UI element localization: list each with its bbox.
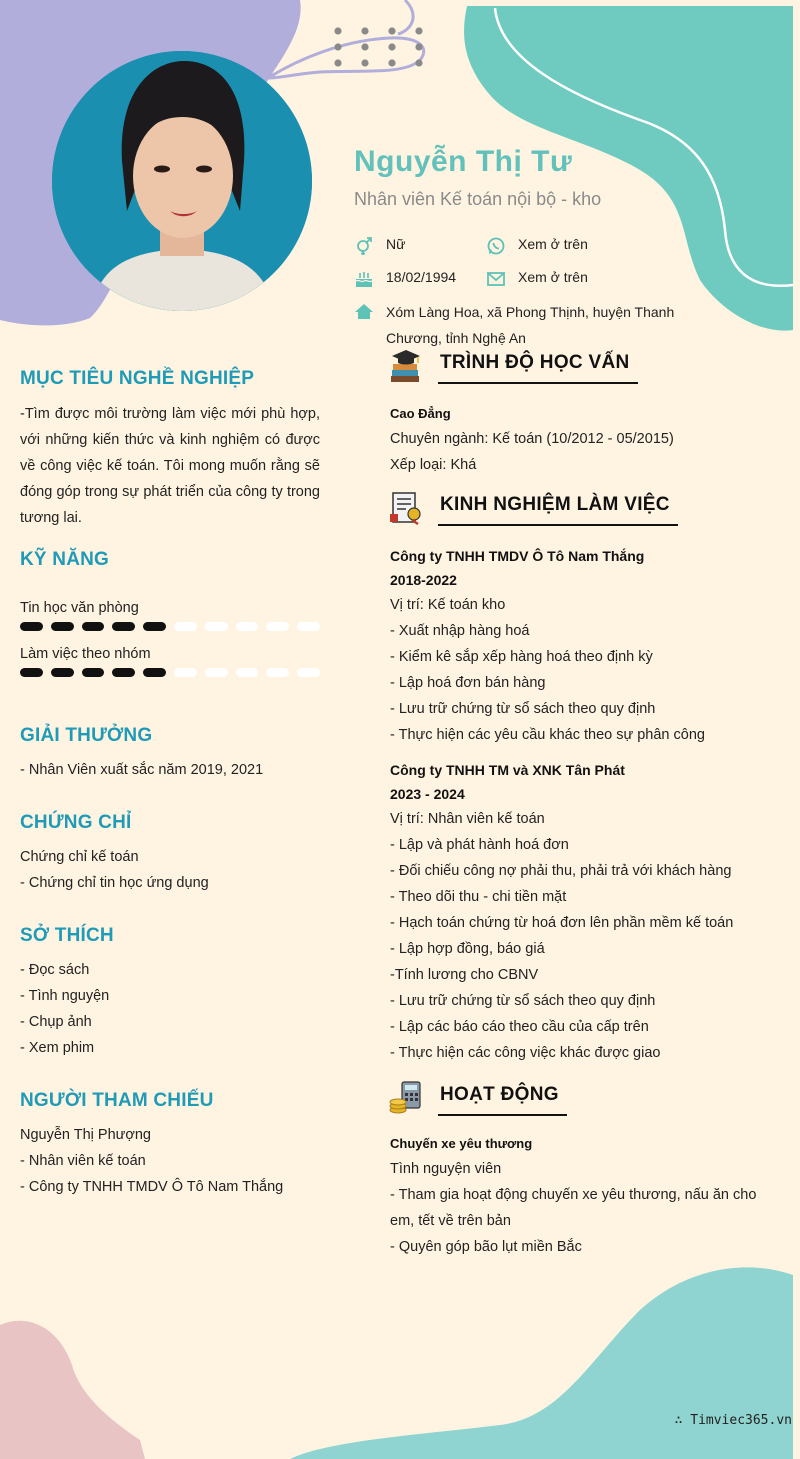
job-line: Vị trí: Nhân viên kế toán — [390, 811, 545, 827]
skill-dash-empty — [174, 668, 197, 677]
job-line: - Lập hoá đơn bán hàng — [390, 675, 546, 691]
job-line: - Kiểm kê sắp xếp hàng hoá theo định kỳ — [390, 649, 653, 665]
graduation-books-icon — [388, 348, 424, 384]
hobby-item: - Tình nguyện — [20, 988, 110, 1004]
address-line-2: Chương, tỉnh Nghệ An — [386, 330, 526, 346]
certificates-heading: CHỨNG CHỈ — [20, 812, 132, 833]
activity-name: Chuyến xe yêu thương — [390, 1136, 533, 1151]
gender-value: Nữ — [386, 236, 406, 252]
gender-icon — [354, 236, 378, 256]
hobby-item: - Đọc sách — [20, 962, 90, 978]
address-info — [354, 302, 704, 351]
references-section — [20, 1090, 320, 1200]
birthday-info — [354, 269, 456, 289]
skill-dash-empty — [205, 622, 228, 631]
activity-line: - Quyên góp bão lụt miền Bắc — [390, 1239, 582, 1255]
activities-heading-row — [388, 1080, 567, 1116]
phone-info — [486, 236, 588, 256]
birthday-cake-icon — [354, 269, 378, 289]
job-line: - Xuất nhập hàng hoá — [390, 623, 530, 639]
skill-dash-filled — [143, 622, 166, 631]
job-line: - Lưu trữ chứng từ sổ sách theo quy định — [390, 701, 656, 717]
avatar — [52, 51, 312, 311]
skill-dash-filled — [82, 622, 105, 631]
email-icon — [486, 269, 510, 289]
skill-item — [20, 646, 320, 677]
education-grade: Xếp loại: Khá — [390, 457, 477, 473]
certificates-section — [20, 812, 320, 896]
job-company: Công ty TNHH TMDV Ô Tô Nam Thắng — [390, 548, 645, 564]
job-line: - Thực hiện các công việc khác được giao — [390, 1045, 661, 1061]
hobbies-heading: SỞ THÍCH — [20, 925, 114, 946]
award-item: - Nhân Viên xuất sắc năm 2019, 2021 — [20, 762, 264, 778]
job-entry — [390, 544, 780, 748]
skill-label: Làm việc theo nhóm — [20, 646, 151, 662]
skill-dash-empty — [236, 622, 259, 631]
education-heading: TRÌNH ĐỘ HỌC VẤN — [438, 352, 638, 384]
person-name: Nguyễn Thị Tư — [354, 145, 573, 178]
references-heading: NGƯỜI THAM CHIẾU — [20, 1090, 214, 1111]
job-line: - Lập các báo cáo theo cầu của cấp trên — [390, 1019, 649, 1035]
skill-dash-filled — [51, 668, 74, 677]
reference-item: Nguyễn Thị Phượng — [20, 1127, 151, 1143]
skill-dash-empty — [174, 622, 197, 631]
header — [354, 145, 754, 210]
job-line: -Tính lương cho CBNV — [390, 967, 539, 983]
skill-rating — [20, 668, 320, 677]
hobby-item: - Chụp ảnh — [20, 1014, 92, 1030]
job-entry — [390, 758, 780, 1066]
job-period: 2018-2022 — [390, 572, 457, 588]
reference-item: - Nhân viên kế toán — [20, 1153, 146, 1169]
job-line: - Lưu trữ chứng từ sổ sách theo quy định — [390, 993, 656, 1009]
job-line: - Theo dõi thu - chi tiền mặt — [390, 889, 567, 905]
skills-heading: KỸ NĂNG — [20, 549, 110, 570]
skill-dash-empty — [205, 668, 228, 677]
calculator-coins-icon — [388, 1080, 424, 1116]
education-major: Chuyên ngành: Kế toán (10/2012 - 05/2015) — [390, 431, 674, 447]
education-section — [390, 402, 780, 478]
job-company: Công ty TNHH TM và XNK Tân Phát — [390, 762, 625, 778]
work-document-icon — [388, 490, 424, 526]
hobbies-section — [20, 925, 320, 1061]
experience-heading: KINH NGHIỆM LÀM VIỆC — [438, 494, 678, 526]
gender-info — [354, 236, 405, 256]
whatsapp-icon — [486, 236, 510, 256]
skill-label: Tin học văn phòng — [20, 600, 139, 616]
certificate-item: - Chứng chỉ tin học ứng dụng — [20, 875, 209, 891]
job-line: Vị trí: Kế toán kho — [390, 597, 506, 613]
job-line: - Đối chiếu công nợ phải thu, phải trả với khách hàng — [390, 863, 732, 879]
home-icon — [354, 302, 378, 322]
skill-item — [20, 600, 320, 631]
email-info — [486, 269, 588, 289]
education-school: Cao Đẳng — [390, 406, 451, 421]
job-line: - Hạch toán chứng từ hoá đơn lên phần mềm kế toán — [390, 915, 734, 931]
experience-heading-row — [388, 490, 678, 526]
job-line: - Thực hiện các yêu cầu khác theo sự phân công — [390, 727, 705, 743]
skill-dash-filled — [20, 668, 43, 677]
skill-dash-filled — [112, 622, 135, 631]
phone-value: Xem ở trên — [518, 236, 588, 252]
skills-section — [20, 549, 320, 571]
job-line: - Lập và phát hành hoá đơn — [390, 837, 569, 853]
activity-line: em, tết về trên bản — [390, 1213, 511, 1229]
activity-line: - Tham gia hoạt động chuyến xe yêu thương, nấu ăn cho — [390, 1187, 757, 1203]
objective-text: -Tìm được môi trường làm việc mới phù hợp, với những kiến thức và kinh nghiệm có được về công việc kế toán. Tôi mong muốn rằng sẽ đóng góp trong sự phát triển của công ty trong tương lai. — [20, 406, 320, 526]
activity-role: Tình nguyện viên — [390, 1161, 502, 1177]
brand-watermark: ∴ Timviec365.vn — [674, 1413, 792, 1428]
skill-rating — [20, 622, 320, 631]
skill-dash-empty — [266, 668, 289, 677]
reference-item: - Công ty TNHH TMDV Ô Tô Nam Thắng — [20, 1179, 284, 1195]
job-line: - Lập hợp đồng, báo giá — [390, 941, 545, 957]
education-heading-row — [388, 348, 638, 384]
career-objective-section — [20, 368, 320, 531]
skill-dash-empty — [266, 622, 289, 631]
skill-dash-filled — [20, 622, 43, 631]
awards-heading: GIẢI THƯỞNG — [20, 725, 153, 746]
activities-heading: HOẠT ĐỘNG — [438, 1084, 567, 1116]
skill-dash-filled — [82, 668, 105, 677]
skill-dash-filled — [51, 622, 74, 631]
skill-dash-empty — [297, 668, 320, 677]
job-period: 2023 - 2024 — [390, 786, 465, 802]
hobby-item: - Xem phim — [20, 1040, 95, 1056]
birthday-value: 18/02/1994 — [386, 269, 457, 285]
job-title: Nhân viên Kế toán nội bộ - kho — [354, 189, 602, 209]
email-value: Xem ở trên — [518, 269, 588, 285]
skill-dash-empty — [297, 622, 320, 631]
skill-dash-empty — [236, 668, 259, 677]
awards-section — [20, 725, 320, 783]
skill-dash-filled — [112, 668, 135, 677]
skill-dash-filled — [143, 668, 166, 677]
activities-section — [390, 1132, 780, 1260]
certificate-item: Chứng chỉ kế toán — [20, 849, 139, 865]
address-line-1: Xóm Làng Hoa, xã Phong Thịnh, huyện Thanh — [386, 304, 675, 320]
objective-heading: MỤC TIÊU NGHỀ NGHIỆP — [20, 368, 255, 389]
